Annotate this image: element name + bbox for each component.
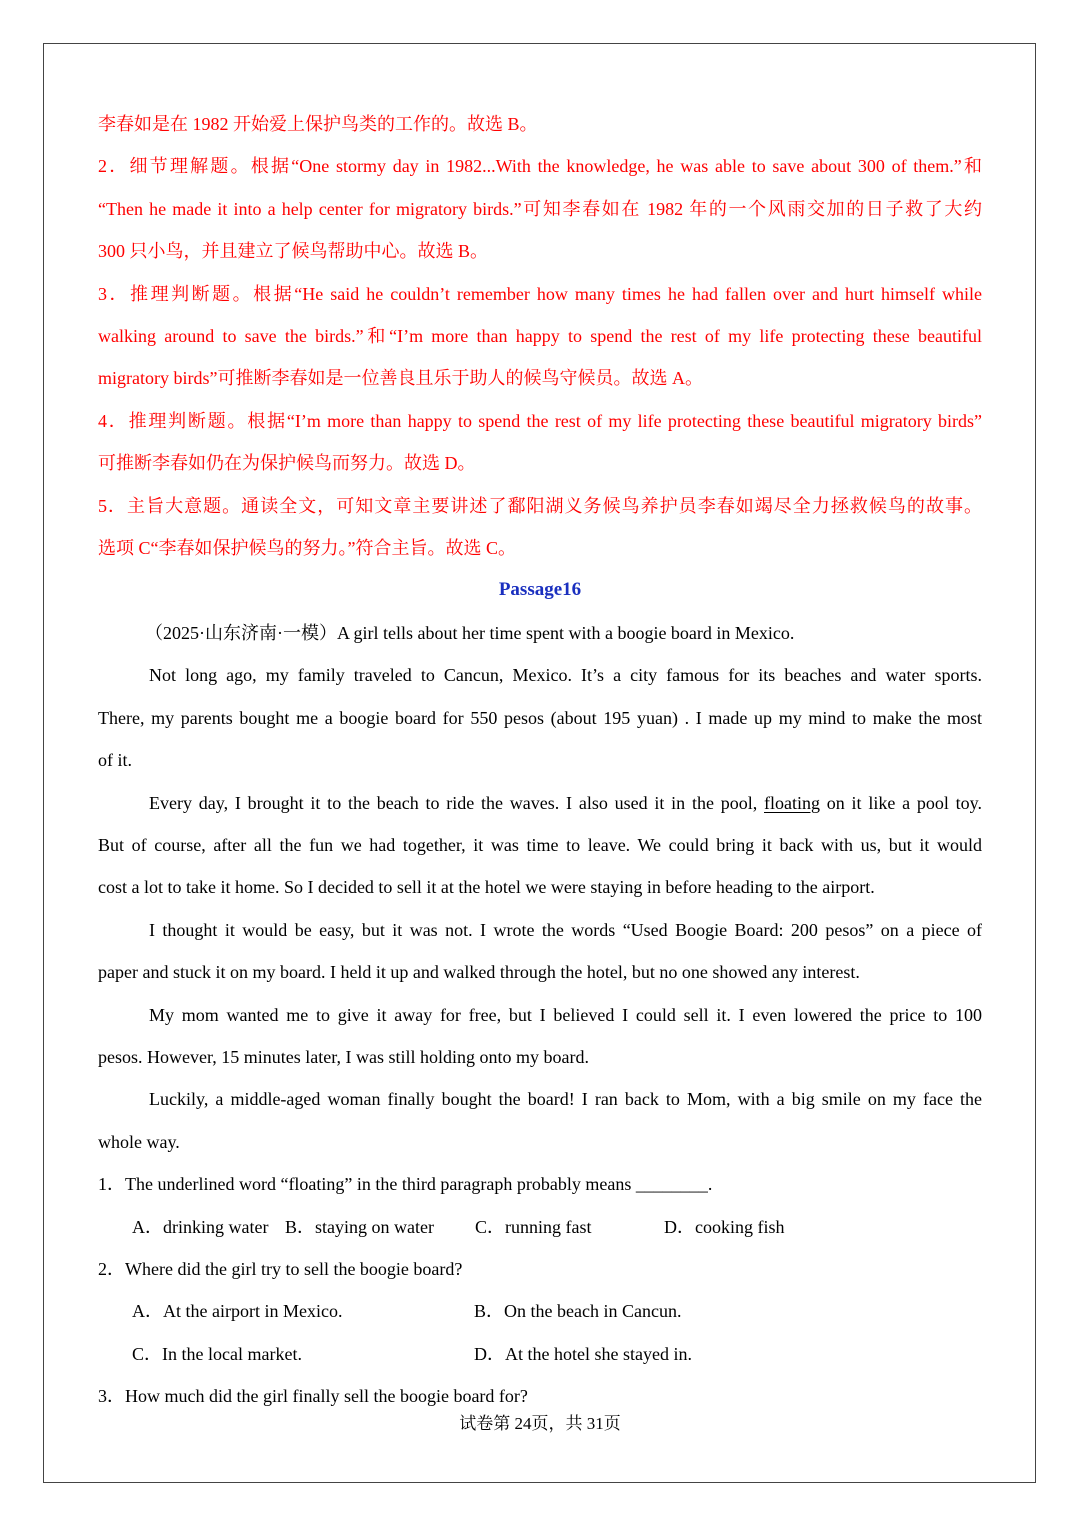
answer-line: 3．推理判断题。根据“He said he couldn’t remember how many times he had fallen over and hurt himself while bbox=[98, 283, 982, 304]
option-b: B．staying on water bbox=[285, 1216, 434, 1237]
passage-line: cost a lot to take it home. So I decided to sell it at the hotel we were staying in before heading to the airport. bbox=[98, 877, 875, 898]
answer-line: 300 只小鸟，并且建立了候鸟帮助中心。故选 B。 bbox=[98, 241, 489, 262]
page-footer: 试卷第 24页，共 31页 bbox=[459, 1414, 621, 1433]
answer-line: migratory birds”可推断李春如是一位善良且乐于助人的候鸟守候员。故选 A。 bbox=[98, 368, 703, 389]
answer-line: 5．主旨大意题。通读全文，可知文章主要讲述了鄱阳湖义务候鸟养护员李春如竭尽全力拯救候鸟的故事。 bbox=[98, 495, 982, 516]
passage-text: on it like a pool toy. bbox=[820, 792, 982, 813]
passage-line bbox=[98, 782, 982, 824]
answer-line: 4．推理判断题。根据“I’m more than happy to spend the rest of my life protecting these beautiful migratory birds” bbox=[98, 410, 982, 431]
question-1: 1．The underlined word “floating” in the third paragraph probably means ________. bbox=[98, 1174, 713, 1195]
passage-line: whole way. bbox=[98, 1131, 180, 1152]
question-2-options bbox=[98, 1333, 982, 1375]
option-c: C．running fast bbox=[475, 1216, 592, 1237]
answer-line: 李春如是在 1982 开始爱上保护鸟类的工作的。故选 B。 bbox=[98, 114, 538, 134]
passage-line: I thought it would be easy, but it was not. I wrote the words “Used Boogie Board: 200 pesos” on a piece of bbox=[149, 919, 982, 940]
option-d: D．cooking fish bbox=[664, 1216, 785, 1237]
passage-line: There, my parents bought me a boogie board for 550 pesos (about 195 yuan) . I made up my mind to make the most bbox=[98, 707, 982, 728]
answer-line: 2．细节理解题。根据“One stormy day in 1982...With the knowledge, he was able to save about 300 of them.”和 bbox=[98, 156, 982, 177]
underlined-word: floating bbox=[764, 792, 820, 813]
answer-line: walking around to save the birds.”和“I’m more than happy to spend the rest of my life protecting these beautiful bbox=[98, 326, 982, 347]
passage-title: Passage16 bbox=[498, 579, 582, 601]
question-1-options bbox=[98, 1206, 982, 1248]
answer-line: 可推断李春如仍在为保护候鸟而努力。故选 D。 bbox=[98, 453, 476, 474]
answer-line: 选项 C“李春如保护候鸟的努力。”符合主旨。故选 C。 bbox=[98, 538, 516, 559]
question-3: 3．How much did the girl finally sell the boogie board for? bbox=[98, 1386, 528, 1407]
passage-intro: （2025·山东济南·一模）A girl tells about her time spent with a boogie board in Mexico. bbox=[145, 622, 795, 643]
passage-line: Luckily, a middle-aged woman finally bought the board! I ran back to Mom, with a big smile on my face the bbox=[149, 1089, 982, 1110]
option-d: D．At the hotel she stayed in. bbox=[474, 1343, 692, 1364]
passage-line: of it. bbox=[98, 750, 132, 771]
passage-line: pesos. However, 15 minutes later, I was still holding onto my board. bbox=[98, 1046, 589, 1067]
passage-line: My mom wanted me to give it away for free, but I believed I could sell it. I even lowered the price to 100 bbox=[149, 1004, 982, 1025]
question-2-options bbox=[98, 1290, 982, 1332]
option-c: C．In the local market. bbox=[132, 1343, 302, 1364]
question-2: 2．Where did the girl try to sell the boogie board? bbox=[98, 1258, 463, 1279]
page-content bbox=[98, 103, 982, 1418]
option-b: B．On the beach in Cancun. bbox=[474, 1301, 682, 1322]
passage-line: paper and stuck it on my board. I held it up and walked through the hotel, but no one showed any interest. bbox=[98, 962, 860, 983]
answer-line: “Then he made it into a help center for migratory birds.”可知李春如在 1982 年的一个风雨交加的日子救了大约 bbox=[98, 198, 982, 219]
passage-line: But of course, after all the fun we had together, it was time to leave. We could bring it back with us, but it would bbox=[98, 834, 982, 855]
passage-line: Not long ago, my family traveled to Cancun, Mexico. It’s a city famous for its beaches and water sports. bbox=[149, 665, 982, 686]
option-a: A．drinking water bbox=[132, 1216, 269, 1237]
passage-text: Every day, I brought it to the beach to ride the waves. I also used it in the pool, bbox=[149, 792, 764, 813]
option-a: A．At the airport in Mexico. bbox=[132, 1301, 343, 1322]
